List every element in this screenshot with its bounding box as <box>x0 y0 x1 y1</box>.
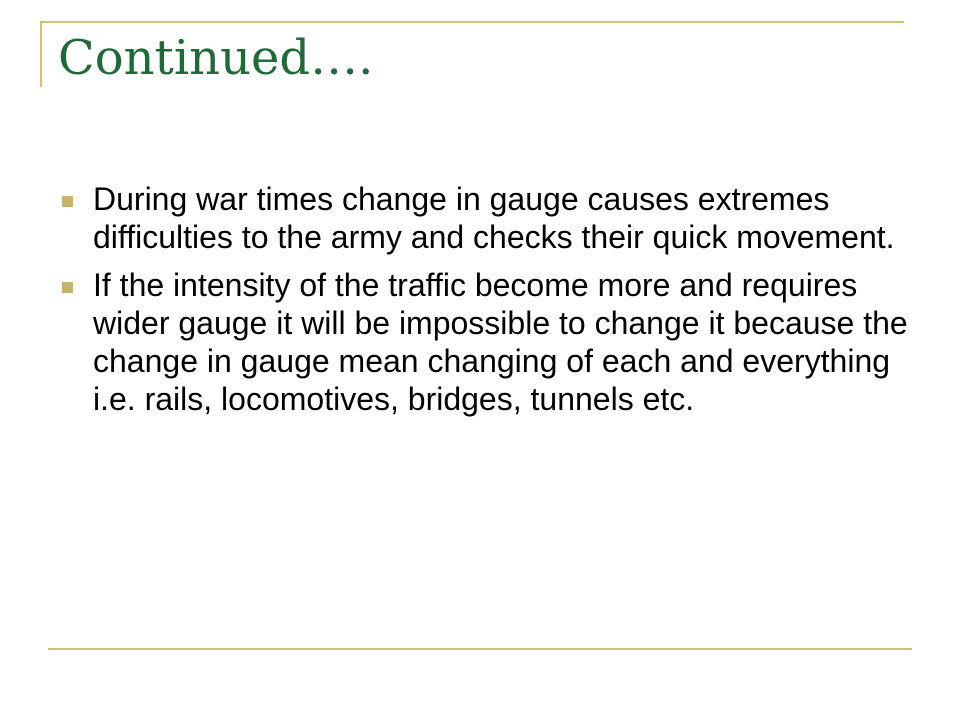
top-rule <box>40 21 904 23</box>
left-rule <box>40 21 42 87</box>
slide-title: Continued…. <box>58 30 374 86</box>
bullet-list <box>58 180 918 428</box>
bullet-item <box>58 266 918 418</box>
square-bullet-icon <box>62 196 73 207</box>
bullet-item <box>58 180 918 256</box>
bullet-text: During war times change in gauge causes extremes difficulties to the army and checks their quick movement. <box>93 181 895 255</box>
bottom-rule <box>48 648 912 650</box>
bullet-text: If the intensity of the traffic become more and requires wider gauge it will be impossible to change it because the change in gauge mean changing of each and everything i.e. rails, locomotives, bridges, tunnels etc. <box>93 267 908 417</box>
square-bullet-icon <box>62 282 73 293</box>
